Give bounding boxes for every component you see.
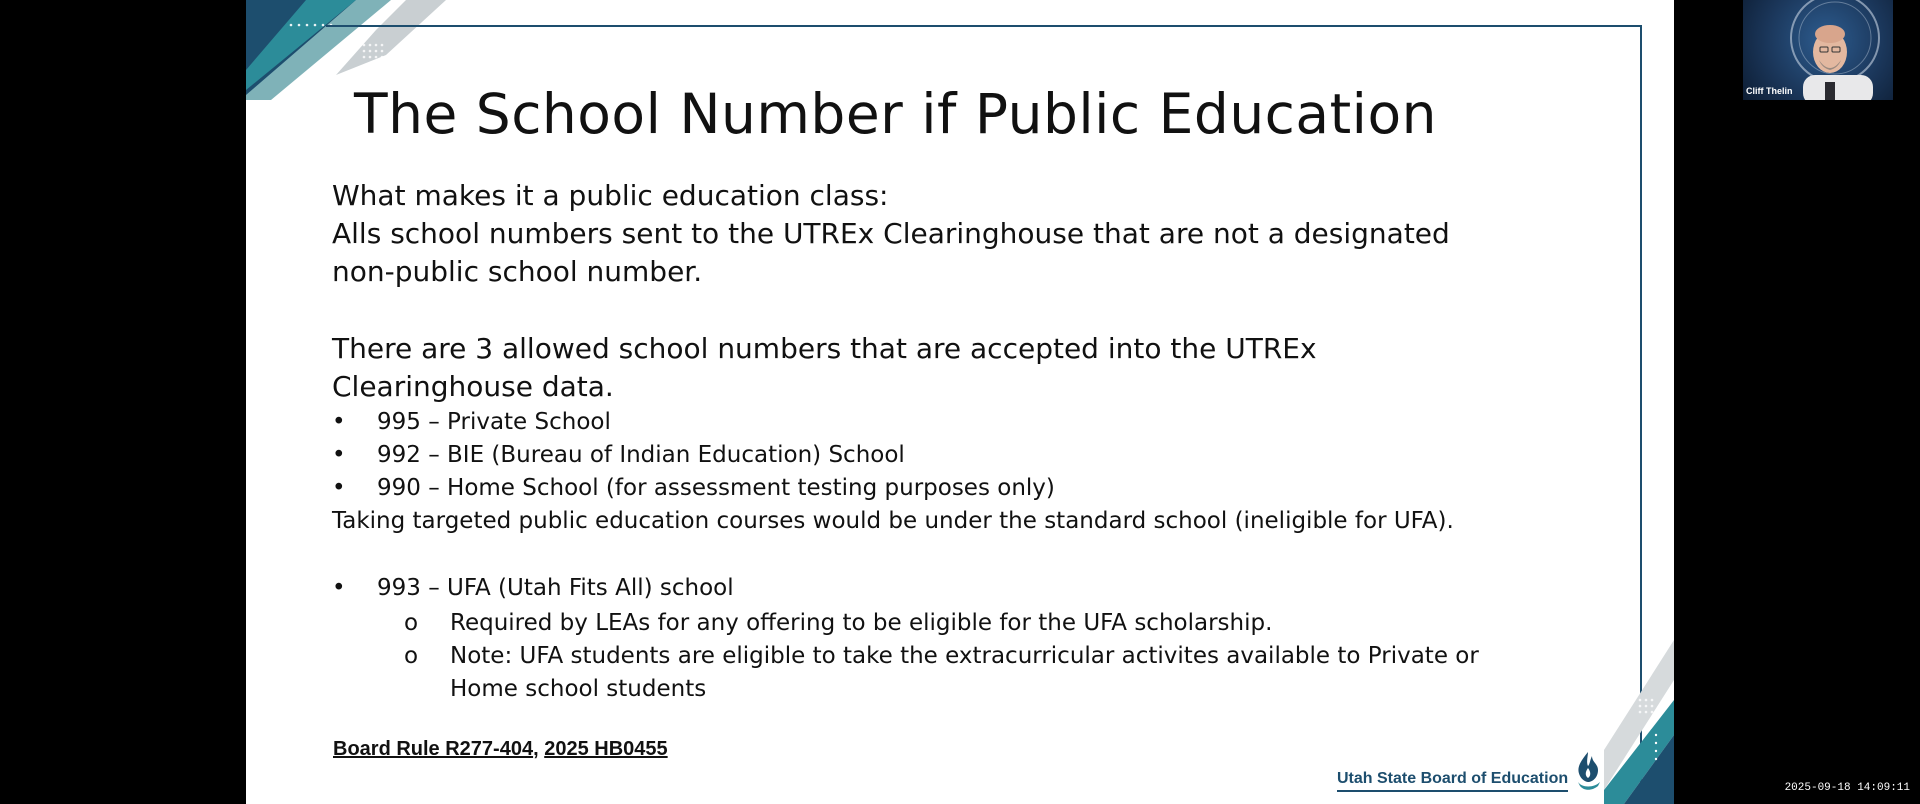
list-item-text: 990 – Home School (for assessment testing purposes only) xyxy=(377,475,1055,501)
list-item-text: 993 – UFA (Utah Fits All) school xyxy=(377,575,734,601)
slide-title: The School Number if Public Education xyxy=(354,82,1437,146)
allowed-numbers-text-line-1: There are 3 allowed school numbers that are accepted into the UTREx xyxy=(332,332,1317,365)
sub-bullet-icon: o xyxy=(404,643,419,669)
presenter-video-feed xyxy=(1743,0,1893,100)
intro-heading: What makes it a public education class: xyxy=(332,179,889,212)
allowed-numbers-text-line-2: Clearinghouse data. xyxy=(332,370,614,403)
presenter-name-label: Cliff Thelin xyxy=(1746,86,1793,96)
intro-text-line-2: non-public school number. xyxy=(332,255,703,288)
recording-timestamp: 2025-09-18 14:09:11 xyxy=(1784,782,1910,794)
targeted-courses-note: Taking targeted public education courses would be under the standard school (ineligible for UFA). xyxy=(332,508,1454,534)
intro-text-line-1: Alls school numbers sent to the UTREx Clearinghouse that are not a designated xyxy=(332,217,1450,250)
bullet-icon: • xyxy=(332,575,346,601)
bill-link[interactable]: 2025 HB0455 xyxy=(544,738,668,760)
references xyxy=(333,738,668,761)
board-rule-link[interactable]: Board Rule R277-404 xyxy=(333,738,534,760)
sub-list-item-text: Home school students xyxy=(450,676,707,702)
sub-list-item-text: Note: UFA students are eligible to take the extracurricular activites available to Private or xyxy=(450,643,1479,669)
sub-list-item-text: Required by LEAs for any offering to be eligible for the UFA scholarship. xyxy=(450,610,1273,636)
org-logo xyxy=(1337,750,1604,792)
torch-flame-icon xyxy=(1572,750,1604,792)
list-item-text: 992 – BIE (Bureau of Indian Education) School xyxy=(377,442,905,468)
presenter-video-tile[interactable] xyxy=(1743,0,1893,100)
slide-corner-decoration-bottom xyxy=(1604,640,1674,804)
list-item-text: 995 – Private School xyxy=(377,409,611,435)
org-logo-text: Utah State Board of Education xyxy=(1337,770,1568,792)
bullet-icon: • xyxy=(332,475,346,501)
bullet-icon: • xyxy=(332,442,346,468)
sub-bullet-icon: o xyxy=(404,610,419,636)
presentation-slide xyxy=(246,0,1674,804)
references-separator: , xyxy=(533,738,545,760)
bullet-icon: • xyxy=(332,409,346,435)
